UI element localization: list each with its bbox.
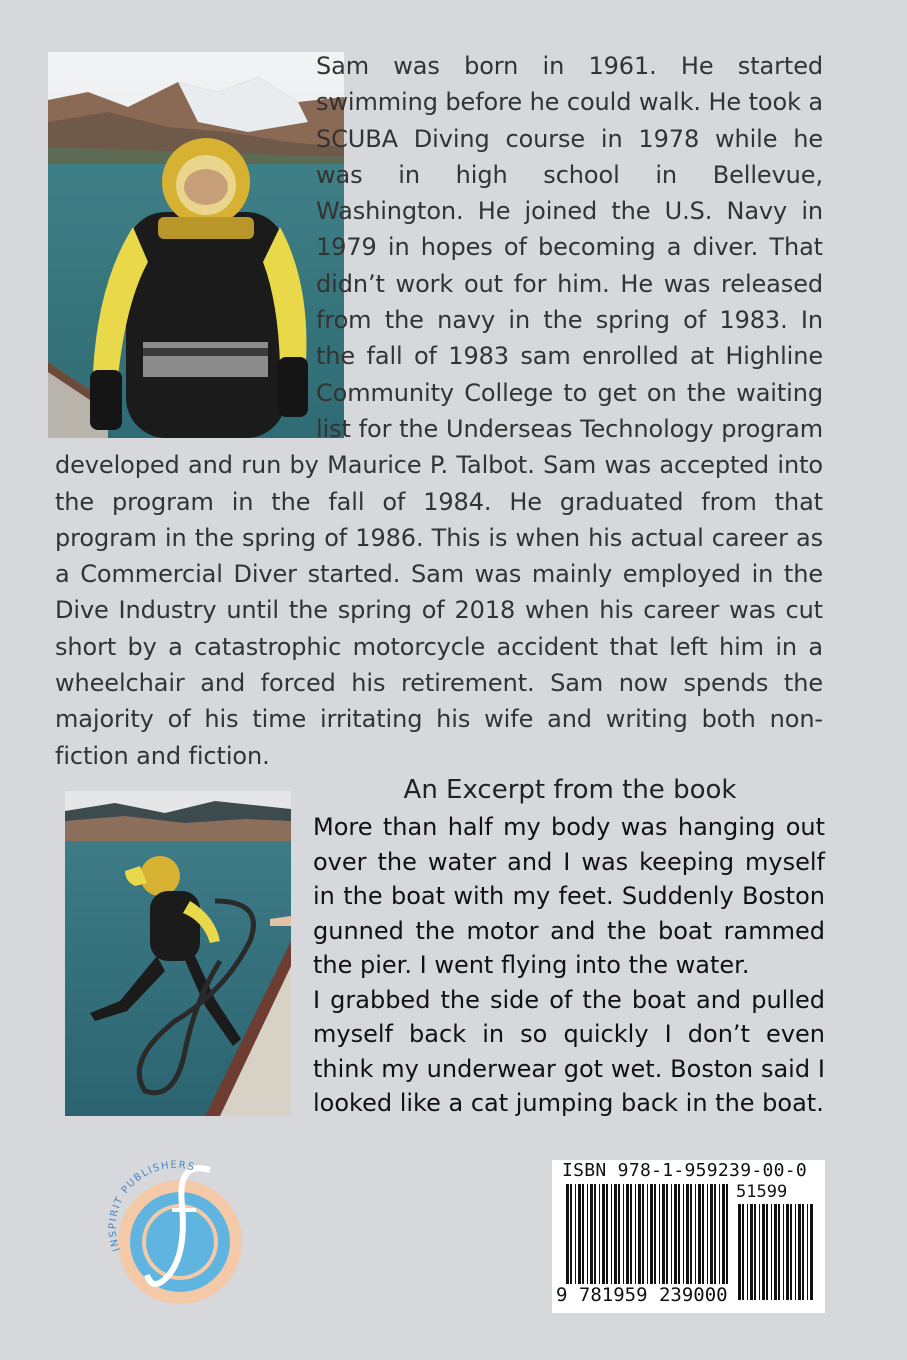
barcode-bar bbox=[754, 1204, 756, 1300]
barcode-bar bbox=[766, 1204, 768, 1300]
excerpt-heading: An Excerpt from the book bbox=[403, 775, 737, 805]
barcode-bar bbox=[683, 1184, 684, 1300]
publisher-name: INSPIRIT PUBLISHERS bbox=[107, 1159, 197, 1253]
excerpt-paragraph-1: More than half my body was hanging out over the water and I was keeping myself in the boat with my feet. Suddenly Boston gunned the motor and the boat rammed the pier. I went flying into the water. bbox=[313, 813, 825, 979]
barcode-bar bbox=[750, 1204, 753, 1300]
book-excerpt bbox=[313, 810, 825, 1121]
biography-text: Sam was born in 1961. He started swimming before he could walk. He took a SCUBA Diving course in 1978 while he was in high school in Bellevue, Washington. He joined the U.S. Navy in 1979 in hopes of becoming a diver. That didn’t work out for him. He was released from the navy in the spring of 1983. In the fall of 1983 sam enrolled at Highline Community College to get on the waiting list for the Underseas Technology program developed and run by Maurice P. Talbot. Sam was accepted into the program in the fall of 1984. He graduated from that program in the spring of 1986. This is when his actual career as a Commercial Diver started. Sam was mainly employed in the Dive Industry until the spring of 2018 when his career was cut short by a catastrophic motorcycle accident that left him in a wheelchair and forced his retirement. Sam now spends the majority of his time irritating his wife and writing both non-fiction and fiction. bbox=[55, 52, 824, 770]
barcode-bar bbox=[783, 1204, 784, 1300]
barcode-bar bbox=[666, 1184, 668, 1300]
barcode-bar bbox=[722, 1184, 725, 1300]
barcode-bar bbox=[602, 1184, 605, 1300]
barcode-bar bbox=[678, 1184, 680, 1300]
barcode-bar bbox=[590, 1184, 593, 1300]
barcode-bar bbox=[606, 1184, 608, 1300]
barcode-bar bbox=[654, 1184, 656, 1300]
barcode-bar bbox=[599, 1184, 600, 1300]
barcode-bar bbox=[771, 1204, 772, 1300]
excerpt-paragraph-2: I grabbed the side of the boat and pulled myself back in so quickly I don’t even think my underwear got wet. Boston said I looked like a cat jumping back in the boat. bbox=[313, 985, 825, 1117]
barcode-bar bbox=[747, 1204, 748, 1300]
barcode-bar bbox=[587, 1184, 588, 1300]
barcode-bar bbox=[662, 1184, 665, 1300]
barcode-bar bbox=[611, 1184, 612, 1300]
isbn-barcode bbox=[552, 1160, 825, 1313]
price-code: 51599 bbox=[736, 1182, 788, 1202]
barcode-bar bbox=[762, 1204, 765, 1300]
barcode-bar bbox=[778, 1204, 780, 1300]
barcode-bar bbox=[575, 1184, 576, 1300]
barcode-bar bbox=[690, 1184, 692, 1300]
barcode-bar bbox=[719, 1184, 720, 1300]
barcode-bar bbox=[671, 1184, 672, 1300]
barcode-bar bbox=[810, 1204, 813, 1300]
barcode-bar bbox=[623, 1184, 624, 1300]
barcode-bar bbox=[642, 1184, 644, 1300]
barcode-bar bbox=[638, 1184, 641, 1300]
barcode-bar bbox=[695, 1184, 696, 1300]
barcode-bar bbox=[635, 1184, 636, 1300]
barcode-bar bbox=[707, 1184, 708, 1300]
barcode-bar bbox=[795, 1204, 796, 1300]
barcode-bar bbox=[566, 1184, 569, 1300]
inspirit-publishers-logo bbox=[92, 1150, 262, 1320]
barcode-bar bbox=[630, 1184, 632, 1300]
barcode-bar bbox=[674, 1184, 677, 1300]
barcode-bar bbox=[650, 1184, 653, 1300]
barcode-bar bbox=[702, 1184, 704, 1300]
barcode-bar bbox=[698, 1184, 701, 1300]
photo-spacer bbox=[0, 48, 316, 428]
barcode-bar bbox=[738, 1204, 741, 1300]
barcode-bar bbox=[714, 1184, 716, 1300]
isbn-label: ISBN 978-1-959239-00-0 bbox=[562, 1160, 808, 1181]
barcode-bar bbox=[614, 1184, 617, 1300]
barcode-bar bbox=[774, 1204, 777, 1300]
barcode-bar bbox=[802, 1204, 804, 1300]
author-biography bbox=[0, 48, 907, 778]
barcode-bar bbox=[790, 1204, 792, 1300]
barcode-bar bbox=[570, 1184, 572, 1300]
barcode-digits: 9 781959 239000 bbox=[556, 1284, 728, 1306]
barcode-bar bbox=[759, 1204, 760, 1300]
barcode-bar bbox=[686, 1184, 689, 1300]
barcode-bar bbox=[710, 1184, 713, 1300]
barcode-bar bbox=[807, 1204, 808, 1300]
barcode-bar bbox=[594, 1184, 596, 1300]
barcode-bar bbox=[626, 1184, 629, 1300]
barcode-bar bbox=[647, 1184, 648, 1300]
barcode-bar bbox=[798, 1204, 801, 1300]
barcode-bar bbox=[618, 1184, 620, 1300]
barcode-bar bbox=[742, 1204, 744, 1300]
barcode-bar bbox=[578, 1184, 581, 1300]
diver-jumping-photo bbox=[65, 791, 291, 1116]
barcode-bar bbox=[786, 1204, 789, 1300]
barcode-bar bbox=[659, 1184, 660, 1300]
barcode-bar bbox=[582, 1184, 584, 1300]
barcode-bar bbox=[726, 1184, 728, 1300]
